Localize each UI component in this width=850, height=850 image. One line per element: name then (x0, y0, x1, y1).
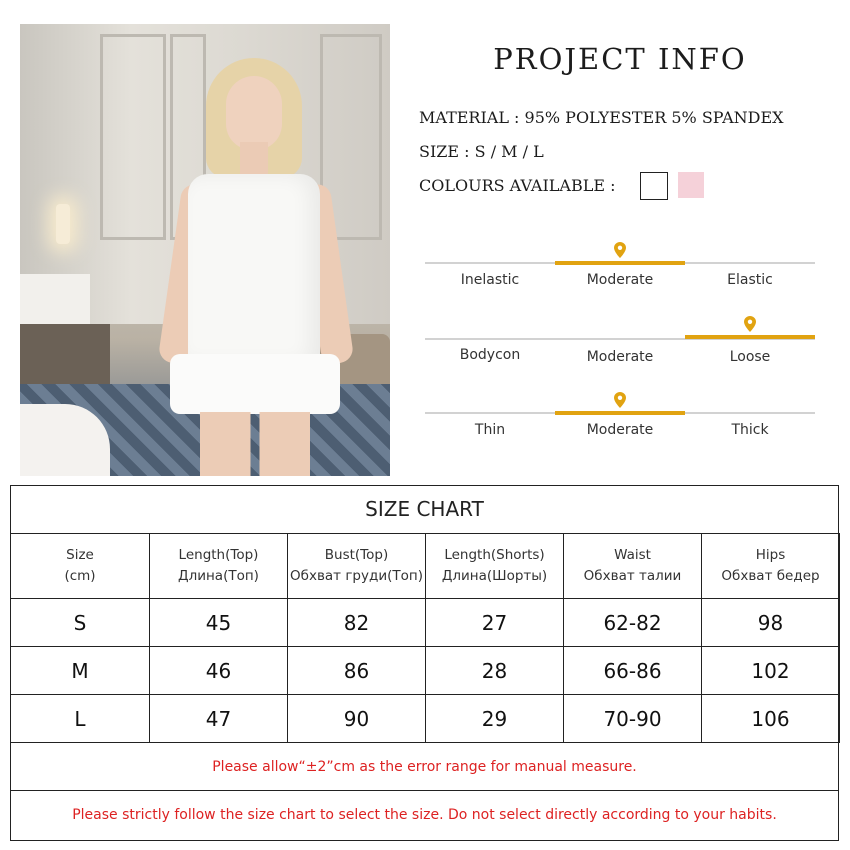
table-cell: S (11, 599, 150, 647)
scale-label: Elastic (727, 272, 773, 288)
fit-indicator (685, 335, 815, 339)
table-cell: 45 (150, 599, 288, 647)
scale-label: Thick (731, 422, 769, 438)
location-pin-icon (614, 242, 626, 258)
table-cell: M (11, 647, 150, 695)
size-text: SIZE : S / M / L (419, 142, 544, 161)
table-cell: 90 (288, 695, 426, 743)
material-text: MATERIAL : 95% POLYESTER 5% SPANDEX (419, 108, 784, 127)
table-cell: 28 (426, 647, 564, 695)
size-selection-note: Please strictly follow the size chart to select the size. Do not select directly according to your habits. (72, 807, 777, 823)
scale-label: Thin (474, 422, 506, 438)
divider (10, 533, 839, 534)
table-cell: 98 (702, 599, 840, 647)
table-cell: 46 (150, 647, 288, 695)
header-cell: Hips Обхват бедер (702, 534, 840, 599)
scale-label: Inelastic (460, 272, 520, 288)
colour-swatch-white (640, 172, 668, 200)
table-header-row (11, 534, 840, 599)
header-cell: Length(Top) Длина(Топ) (150, 534, 288, 599)
divider (10, 790, 839, 791)
table-cell: 86 (288, 647, 426, 695)
table-cell: 47 (150, 695, 288, 743)
size-chart-table (10, 533, 840, 743)
scale-label: Loose (729, 349, 771, 365)
size-chart-title: SIZE CHART (365, 497, 484, 521)
product-photo (20, 24, 390, 476)
table-cell: L (11, 695, 150, 743)
colour-swatch-pink (678, 172, 704, 198)
table-cell: 102 (702, 647, 840, 695)
table-row (11, 695, 840, 743)
colours-text: COLOURS AVAILABLE : (419, 176, 616, 195)
scale-label: Bodycon (459, 347, 521, 363)
table-cell: 70-90 (564, 695, 702, 743)
elasticity-indicator (555, 261, 685, 265)
table-row (11, 599, 840, 647)
scale-label: Moderate (586, 422, 654, 438)
table-cell: 106 (702, 695, 840, 743)
location-pin-icon (744, 316, 756, 332)
location-pin-icon (614, 392, 626, 408)
table-cell: 62-82 (564, 599, 702, 647)
table-row (11, 647, 840, 695)
table-cell: 27 (426, 599, 564, 647)
header-cell: Bust(Top) Обхват груди(Топ) (288, 534, 426, 599)
header-cell: Waist Обхват талии (564, 534, 702, 599)
scale-label: Moderate (586, 272, 654, 288)
measurement-note: Please allow“±2”cm as the error range for manual measure. (212, 759, 637, 775)
thickness-indicator (555, 411, 685, 415)
header-cell: Length(Shorts) Длина(Шорты) (426, 534, 564, 599)
scale-label: Moderate (586, 349, 654, 365)
header-cell: Size (cm) (11, 534, 150, 599)
project-info-title: PROJECT INFO (493, 42, 747, 76)
table-cell: 66-86 (564, 647, 702, 695)
table-cell: 82 (288, 599, 426, 647)
table-cell: 29 (426, 695, 564, 743)
